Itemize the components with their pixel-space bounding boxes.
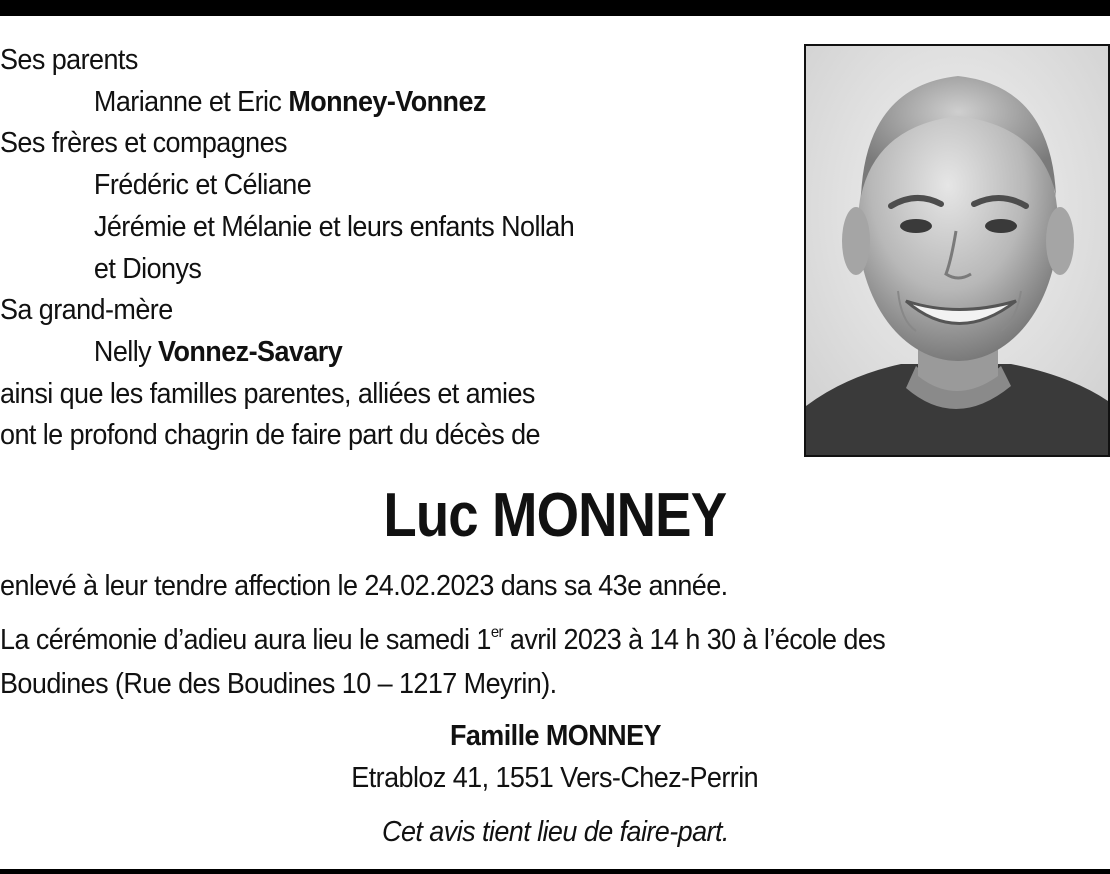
sibling-1: Frédéric et Céliane [93, 169, 312, 202]
ceremony-superscript: er [490, 624, 503, 641]
grandmother-heading: Sa grand-mère [0, 294, 173, 327]
top-rule [0, 0, 1110, 16]
signature-note-text: Cet avis tient lieu de faire-part. [381, 816, 729, 848]
bottom-rule [0, 869, 1110, 874]
grandmother-first-name: Nelly [93, 335, 152, 368]
signature-family-text: Famille MONNEY [449, 720, 661, 752]
sibling-2-line-1: Jérémie et Mélanie et leurs enfants Nollah [93, 210, 575, 243]
portrait-illustration [806, 46, 1108, 455]
siblings-heading: Ses frères et compagnes [0, 127, 287, 160]
ceremony-line-2: Boudines (Rue des Boudines 10 – 1217 Meyrin). [0, 668, 557, 700]
deceased-name [0, 478, 1110, 554]
family-list [0, 40, 725, 457]
ceremony-line-1-after: avril 2023 à 14 h 30 à l’école des [502, 624, 886, 656]
ceremony-line-1 [0, 618, 885, 662]
portrait-photo [804, 44, 1110, 457]
announcement-line: ont le profond chagrin de faire part du décès de [0, 419, 540, 452]
parents-heading: Ses parents [0, 44, 138, 76]
signature-family [0, 716, 1110, 756]
ceremony-line-1-before: La cérémonie d’adieu aura lieu le samedi 1 [0, 624, 491, 656]
parents-first-names: Marianne et Eric [93, 85, 282, 118]
sibling-2-line-2: et Dionys [93, 252, 202, 285]
ceremony-paragraph [0, 618, 885, 706]
families-line: ainsi que les familles parentes, alliées et amies [0, 377, 535, 410]
signature-address [0, 758, 1110, 798]
parents-names [0, 82, 725, 124]
grandmother-surname: Vonnez-Savary [158, 335, 343, 368]
signature-address-text: Etrabloz 41, 1551 Vers-Chez-Perrin [351, 762, 759, 794]
passing-paragraph: enlevé à leur tendre affection le 24.02.2023 dans sa 43e année. [0, 570, 728, 602]
parents-surname: Monney-Vonnez [288, 85, 486, 118]
signature-note [0, 812, 1110, 852]
grandmother-name [0, 332, 725, 374]
deceased-name-text: Luc MONNEY [383, 481, 727, 550]
